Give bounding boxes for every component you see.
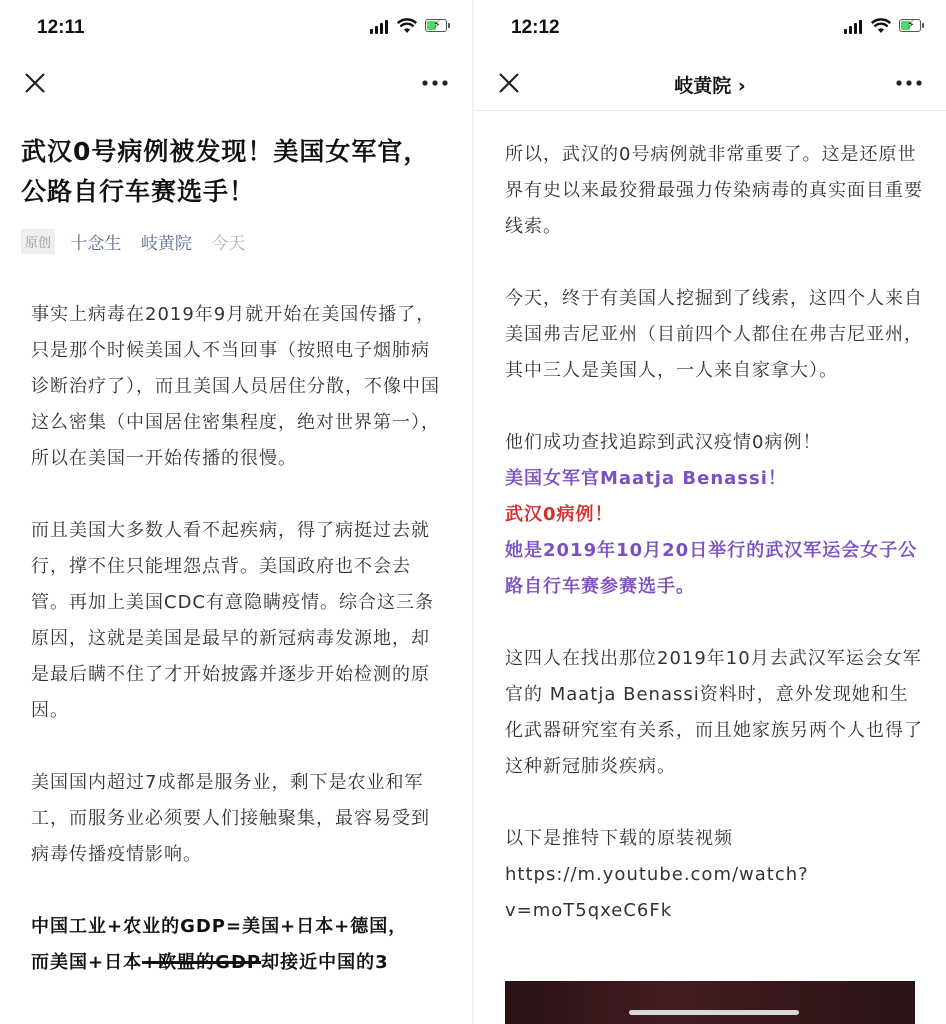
paragraph: 所以，武汉的0号病例就非常重要了。这是还原世界有史以来最狡猾最强力传染病毒的真实面目重要线索。 [505, 144, 923, 237]
nav-bar [0, 56, 472, 110]
publish-date: 今天 [211, 234, 246, 254]
paragraph: 美国国内超过7成都是服务业，剩下是农业和军工，而服务业必须要人们接触聚集，最容易受到病毒传播疫情影响。 [31, 772, 430, 865]
paragraph: 这四人在找出那位2019年10月去武汉军运会女军官的 Maatja Benassi资料时，意外发现她和生化武器研究室有关系，而且她家族另两个人也得了这种新冠肺炎疾病。 [505, 648, 923, 777]
video-url-cont[interactable]: v=moT5qxeC6Fk [505, 900, 673, 921]
battery-charging-icon: ⚡ [425, 19, 447, 32]
patient-zero-line: 武汉0病例！ [505, 504, 614, 525]
wifi-icon [871, 18, 891, 34]
left-screenshot [0, 0, 472, 1024]
original-tag: 原创 [21, 229, 55, 254]
video-thumbnail[interactable] [505, 981, 915, 1024]
video-url[interactable]: https://m.youtube.com/watch? [505, 864, 809, 885]
article-body [505, 137, 925, 929]
bold-line-2c: 却接近中国的3 [261, 952, 389, 973]
more-icon[interactable] [894, 72, 924, 94]
paragraph: 今天，终于有美国人挖掘到了线索，这四个人来自美国弗吉尼亚州（目前四个人都住在弗吉尼亚州，其中三人是美国人，一人来自家拿大）。 [505, 288, 923, 381]
close-icon[interactable] [22, 70, 48, 96]
cellular-signal-icon [370, 20, 390, 34]
struck-text: +欧盟的GDP [142, 952, 262, 973]
status-bar [0, 0, 472, 56]
bold-line-1: 中国工业+农业的GDP=美国+日本+德国， [31, 916, 408, 937]
found-line: 他们成功查找追踪到武汉疫情0病例！ [505, 432, 822, 453]
home-indicator [629, 1010, 799, 1015]
nav-bar [474, 56, 946, 111]
account-link[interactable]: 岐黄院 [140, 234, 192, 254]
cellular-signal-icon [844, 20, 864, 34]
highlight-paragraph [505, 425, 925, 605]
paragraph: 而且美国大多数人看不起疾病，得了病挺过去就行，撑不住只能埋怨点背。美国政府也不会去管。再加上美国CDC有意隐瞒疫情。综合这三条原因，这就是美国是最早的新冠病毒发源地，却是最后瞒不住了才开始披露并逐步开始检测的原因。 [31, 520, 434, 721]
article-body [31, 297, 441, 981]
bold-line-2a: 而美国+日本 [31, 952, 143, 973]
account-title[interactable]: 岐黄院 › [674, 75, 746, 97]
right-screenshot [474, 0, 946, 1024]
video-caption: 以下是推特下载的原装视频 [505, 828, 733, 849]
officer-line: 美国女军官Maatja Benassi！ [505, 468, 787, 489]
article-meta [21, 229, 245, 254]
battery-charging-icon: ⚡ [899, 19, 921, 32]
paragraph: 事实上病毒在2019年9月就开始在美国传播了，只是那个时候美国人不当回事（按照电子烟肺病诊断治疗了），而且美国人员居住分散，不像中国这么密集（中国居住密集程度，绝对世界第一），所以在美国一开始传播的很慢。 [31, 304, 440, 469]
cyclist-line: 她是2019年10月20日举行的武汉军运会女子公路自行车赛参赛选手。 [505, 540, 918, 597]
status-time: 12:11 [37, 17, 85, 38]
status-time: 12:12 [511, 17, 560, 38]
video-paragraph [505, 821, 925, 929]
status-bar [474, 0, 946, 56]
more-icon[interactable] [420, 72, 450, 94]
wifi-icon [397, 18, 417, 34]
article-title: 武汉0号病例被发现！美国女军官，公路自行车赛选手！ [21, 137, 430, 206]
author-link[interactable]: 十念生 [70, 234, 122, 254]
bold-paragraph [31, 909, 441, 981]
